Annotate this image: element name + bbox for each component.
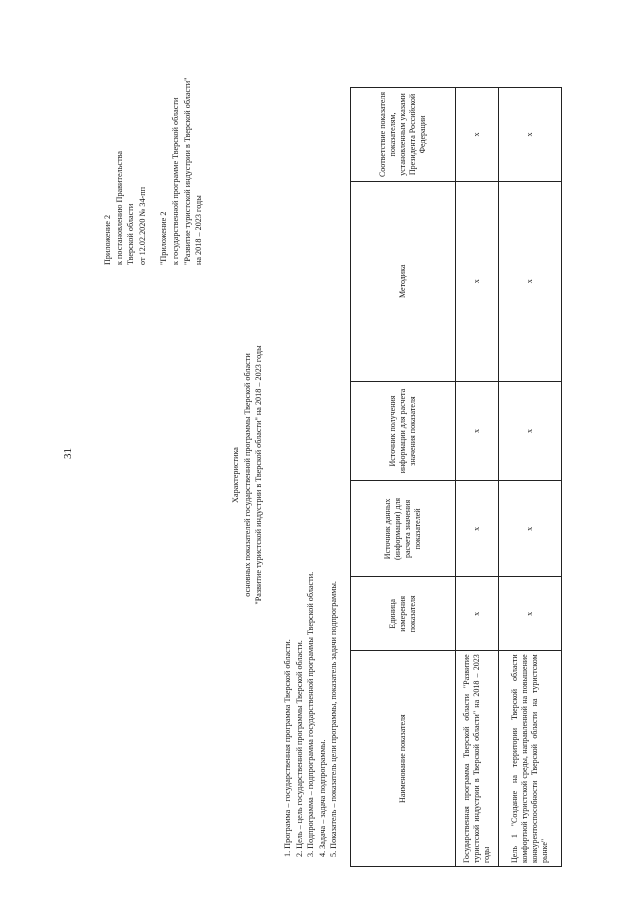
header-info-source: Источник получения информации для расчета значения показателя — [351, 381, 456, 481]
cell-info-source: х — [456, 381, 499, 481]
header-compliance: Соответствие показателя показателям, установленным указами Президента Российской Федерации — [351, 88, 456, 182]
appendix-line: на 2018 – 2023 годы — [194, 195, 204, 265]
cell-data-source: х — [499, 481, 562, 577]
page-number: 31 — [62, 448, 74, 459]
appendix-line: Приложение 2 — [103, 214, 112, 265]
legend-list — [282, 572, 340, 857]
legend-item: 2. Цель – цель государственной программы Тверской области. — [294, 640, 304, 857]
heading-line: "Развитие туристской индустрии в Тверской области" на 2018 – 2023 годы — [254, 345, 264, 605]
cell-methodology: х — [499, 181, 562, 381]
cell-compliance: х — [456, 88, 499, 182]
cell-data-source: х — [456, 481, 499, 577]
appendix-block — [102, 78, 205, 265]
cell-info-source: х — [499, 381, 562, 481]
cell-unit: х — [499, 577, 562, 651]
appendix-line: от 12.02.2020 № 34-пп — [137, 186, 147, 265]
legend-item: 5. Показатель – показатель цели программы, показатель задачи подпрограммы. — [329, 581, 339, 857]
indicators-table — [350, 87, 562, 867]
cell-unit: х — [456, 577, 499, 651]
cell-indicator-name: Государственная программа Тверской области "Развитие туристской индустрии в Тверской области" на 2018 – 2023 годы — [456, 651, 499, 867]
legend-item: 4. Задача – задача подпрограммы. — [317, 739, 327, 857]
heading-title: Характеристика — [231, 447, 240, 503]
header-data-source: Источник данных (информации) для расчета значения показателей — [351, 481, 456, 577]
header-unit: Единица измерения показателя — [351, 577, 456, 651]
table-row — [499, 88, 562, 867]
cell-compliance: х — [499, 88, 562, 182]
appendix-line: "Приложение 2 — [159, 211, 169, 265]
legend-item: 1. Программа – государственная программа Тверской области. — [283, 639, 292, 857]
legend-item: 3. Подпрограмма – подпрограмма государственной программы Тверской области. — [306, 571, 316, 857]
appendix-line: к государственной программе Тверской области — [170, 97, 180, 265]
heading-line: основных показателей государственной программы Тверской области — [242, 353, 252, 597]
appendix-line: к постановлению Правительства — [114, 150, 124, 265]
document-heading — [230, 225, 265, 725]
table-row — [456, 88, 499, 867]
table-header-row — [351, 88, 456, 867]
cell-indicator-name: Цель 1 "Создание на территории Тверской области комфортной туристской среды, направленной на повышение конкурентоспособности Тверской области на туристском рынке" — [499, 651, 562, 867]
header-methodology: Методика — [351, 181, 456, 381]
appendix-line: Тверской области — [126, 203, 136, 265]
cell-methodology: х — [456, 181, 499, 381]
appendix-line: "Развитие туристской индустрии в Тверской области" — [182, 77, 192, 265]
header-indicator-name: Наименование показателя — [351, 651, 456, 867]
